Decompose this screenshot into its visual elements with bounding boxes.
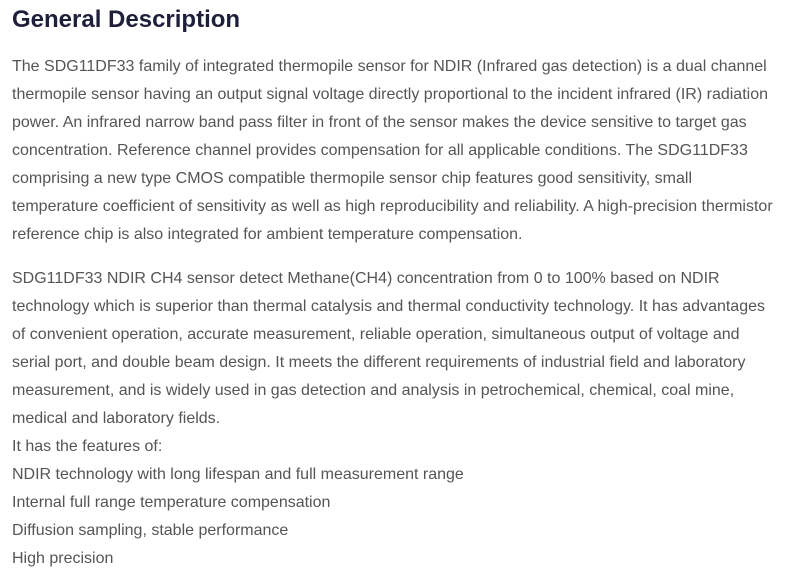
intro-paragraph: The SDG11DF33 family of integrated thermopile sensor for NDIR (Infrared gas detection) is a dual channel thermopile sensor having an output signal voltage directly proportional to the incident infrared (IR) radiation power. An infrared narrow band pass filter in front of the sensor makes the device sensitive to target gas concentration. Reference channel provides compensation for all applicable conditions. The SDG11DF33 comprising a new type CMOS compatible thermopile sensor chip features good sensitivity, small temperature coefficient of sensitivity as well as high reproducibility and reliability. A high-precision thermistor reference chip is also integrated for ambient temperature compensation. xyxy=(12,58,773,243)
feature-item: High precision xyxy=(12,550,114,567)
application-paragraph: SDG11DF33 NDIR CH4 sensor detect Methane(CH4) concentration from 0 to 100% based on NDIR technology which is superior than thermal catalysis and thermal conductivity technology. It has advantages of convenient operation, accurate measurement, reliable operation, simultaneous output of voltage and serial port, and double beam design. It meets the different requirements of industrial field and laboratory measurement, and is widely used in gas detection and analysis in petrochemical, chemical, coal mine, medical and laboratory fields. xyxy=(12,270,765,427)
feature-item: Diffusion sampling, stable performance xyxy=(12,522,289,539)
product-description-section xyxy=(12,0,782,573)
feature-item: NDIR technology with long lifespan and full measurement range xyxy=(12,466,464,483)
section-heading: General Description xyxy=(12,6,241,33)
features-block xyxy=(12,433,782,573)
features-intro: It has the features of: xyxy=(12,438,163,455)
feature-item: Internal full range temperature compensation xyxy=(12,494,331,511)
